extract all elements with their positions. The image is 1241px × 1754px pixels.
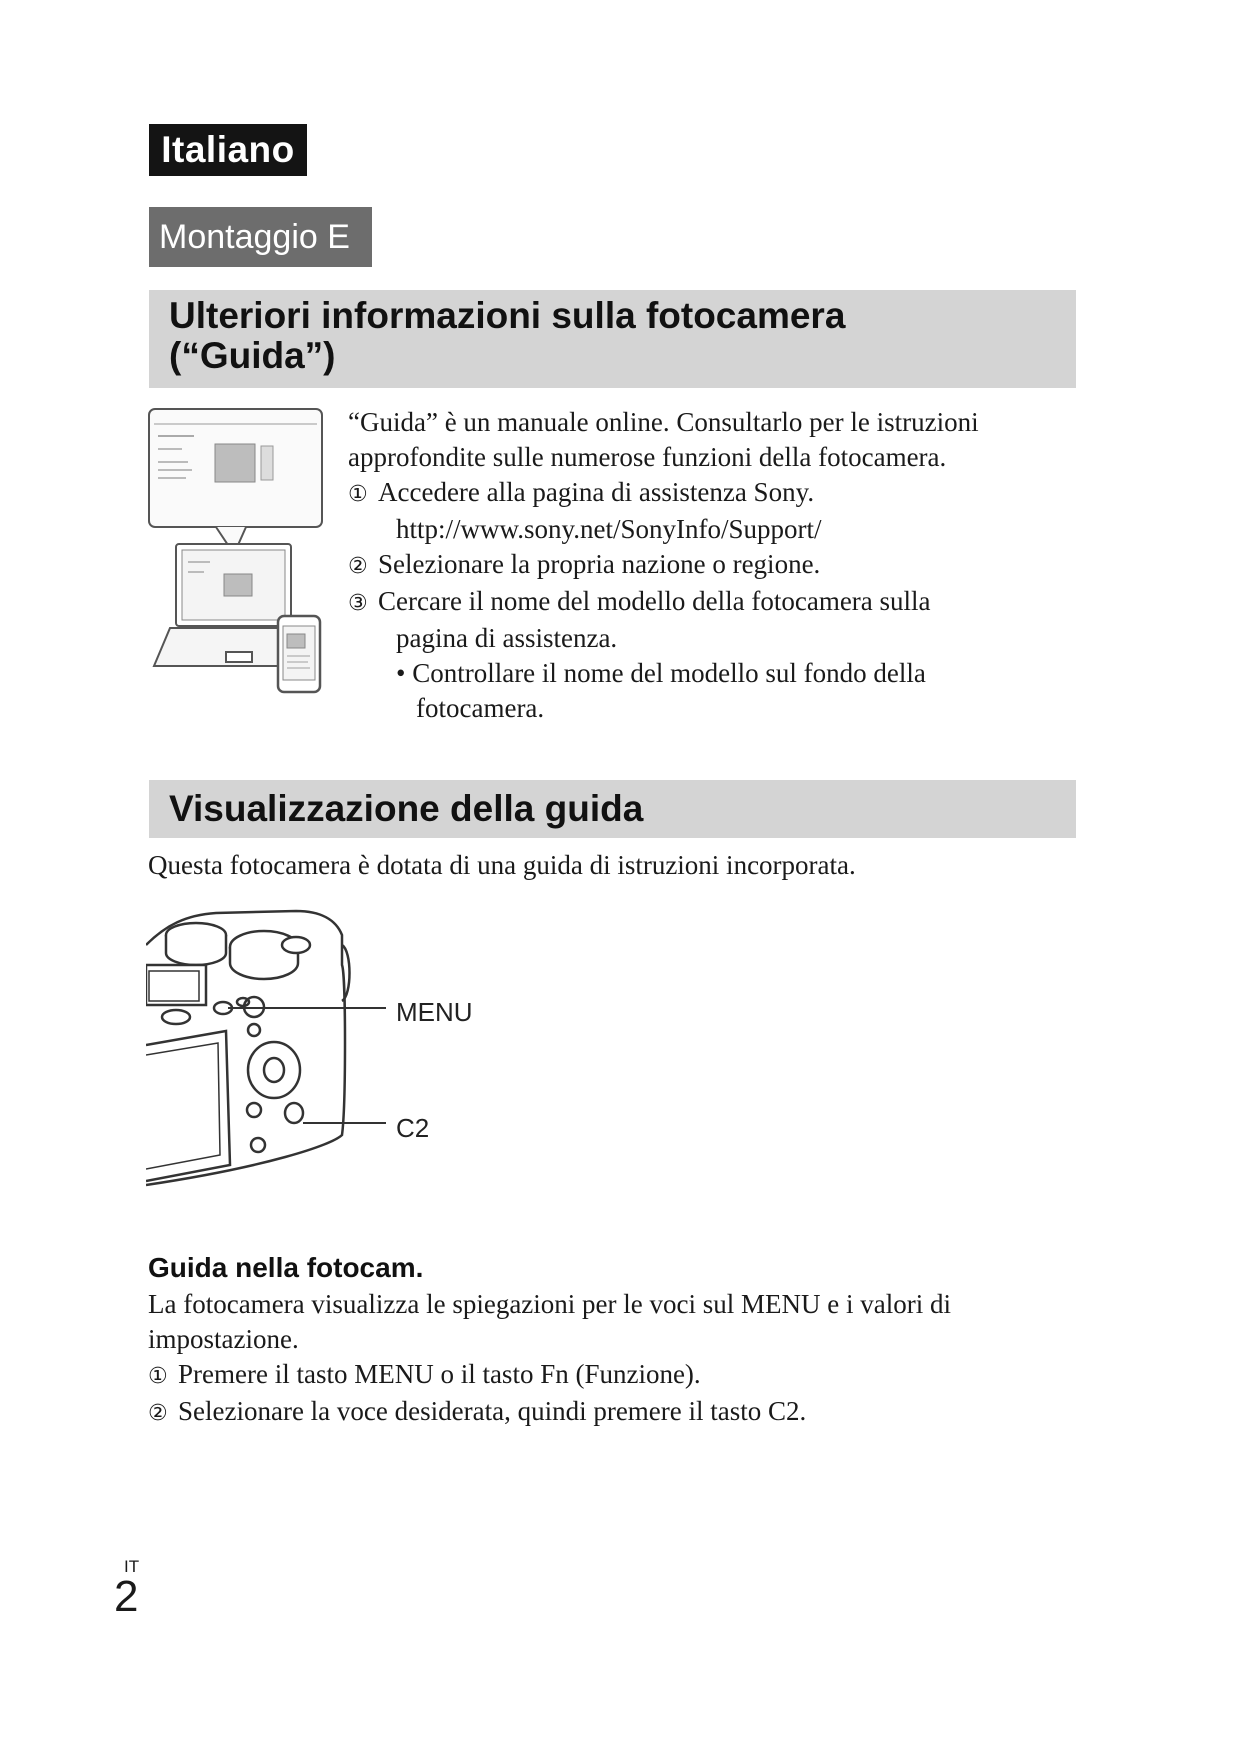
step-2 [348,547,1048,584]
in-camera-guide-text [148,1287,1098,1431]
step-number: ③ [348,591,368,616]
step-text: Selezionare la propria nazione o regione. [378,549,821,579]
page-language-code: IT [124,1557,140,1576]
section-title-help-guide: Visualizzazione della guida [149,780,1076,838]
section-title-line1: Ulteriori informazioni sulla fotocamera [169,295,846,336]
guide-instructions [348,405,1048,726]
intro-line: approfondite sulle numerose funzioni della fotocamera. [348,442,947,472]
page-number: 2 [114,1572,139,1621]
menu-button-callout: MENU [396,997,473,1027]
step-number: ① [148,1364,168,1389]
model-name-note: • Controllare il nome del modello sul fondo della [396,658,926,688]
step-text: Premere il tasto MENU o il tasto Fn (Funzione). [178,1359,701,1389]
step-text: Cercare il nome del modello della fotocamera sulla [378,586,931,616]
model-name-note-cont: fotocamera. [416,693,545,723]
camera-back-illustration [146,905,406,1205]
support-url[interactable]: http://www.sony.net/SonyInfo/Support/ [396,514,822,544]
section-title-line2: (“Guida”) [169,335,336,376]
step-text: Selezionare la voce desiderata, quindi premere il tasto C2. [178,1396,807,1426]
step-number: ② [148,1401,168,1426]
c2-button-callout: C2 [396,1113,430,1143]
step-1 [348,475,1048,512]
section2-intro: Questa fotocamera è dotata di una guida di istruzioni incorporata. [148,850,856,880]
step-3-continued: pagina di assistenza. [396,623,618,653]
desc-line: impostazione. [148,1324,299,1354]
step-number: ① [348,482,368,507]
step-number: ② [348,554,368,579]
section-title-guide [149,290,1076,388]
step-2 [148,1394,1098,1431]
language-tab: Italiano [149,124,307,176]
step-3 [348,584,1048,621]
intro-line: “Guida” è un manuale online. Consultarlo per le istruzioni [348,407,979,437]
step-text: Accedere alla pagina di assistenza Sony. [378,477,815,507]
online-guide-illustration [146,404,336,704]
mount-tab: Montaggio E [149,207,372,267]
in-camera-guide-heading: Guida nella fotocam. [148,1252,424,1283]
step-1 [148,1357,1098,1394]
desc-line: La fotocamera visualizza le spiegazioni per le voci sul MENU e i valori di [148,1289,951,1319]
